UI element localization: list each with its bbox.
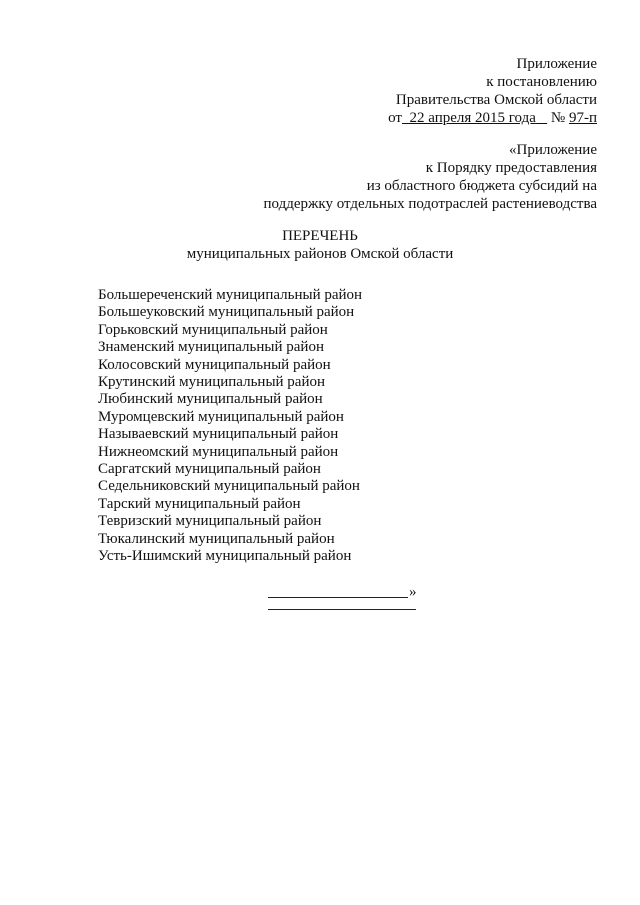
number-value: 97-п: [568, 110, 597, 126]
list-item: Знаменский муниципальный район: [98, 339, 324, 356]
subheader-budget: из областного бюджета субсидий на: [366, 178, 597, 194]
date-value: 22 апреля 2015 года: [409, 110, 536, 126]
subheader-support: поддержку отдельных подотраслей растениеводства: [263, 196, 597, 212]
list-item: Усть-Ишимский муниципальный район: [98, 548, 352, 565]
number-prefix: №: [550, 110, 566, 126]
list-item: Тюкалинский муниципальный район: [98, 530, 335, 547]
list-item: Нижнеомский муниципальный район: [98, 443, 339, 460]
closing-rule-top: [268, 597, 408, 598]
district-list: [98, 287, 362, 566]
list-item: Колосовский муниципальный район: [98, 356, 331, 373]
header-appendix: Приложение: [516, 56, 597, 72]
list-item: Крутинский муниципальный район: [98, 374, 326, 391]
list-item: Саргатский муниципальный район: [98, 461, 321, 478]
subheader-appendix: «Приложение: [508, 142, 597, 158]
subheader-procedure: к Порядку предоставления: [425, 160, 597, 176]
list-subtitle: муниципальных районов Омской области: [186, 246, 454, 262]
list-item: Называевский муниципальный район: [98, 426, 339, 443]
closing-quote: »: [409, 584, 417, 600]
list-item: Седельниковский муниципальный район: [98, 478, 360, 495]
list-item: Тевризский муниципальный район: [98, 513, 322, 530]
list-item: Большереченский муниципальный район: [98, 287, 363, 303]
header-government: Правительства Омской области: [395, 92, 597, 108]
header-date-line: [388, 110, 597, 127]
list-title: ПЕРЕЧЕНЬ: [282, 228, 358, 244]
date-prefix: от: [388, 110, 402, 126]
list-item: Тарский муниципальный район: [98, 495, 301, 512]
list-item: Большеуковский муниципальный район: [98, 304, 355, 321]
list-item: Горьковский муниципальный район: [98, 321, 328, 338]
list-item: Любинский муниципальный район: [98, 391, 323, 408]
closing-rule-bottom: [268, 609, 416, 610]
list-item: Муромцевский муниципальный район: [98, 408, 344, 425]
header-resolution: к постановлению: [486, 74, 597, 90]
